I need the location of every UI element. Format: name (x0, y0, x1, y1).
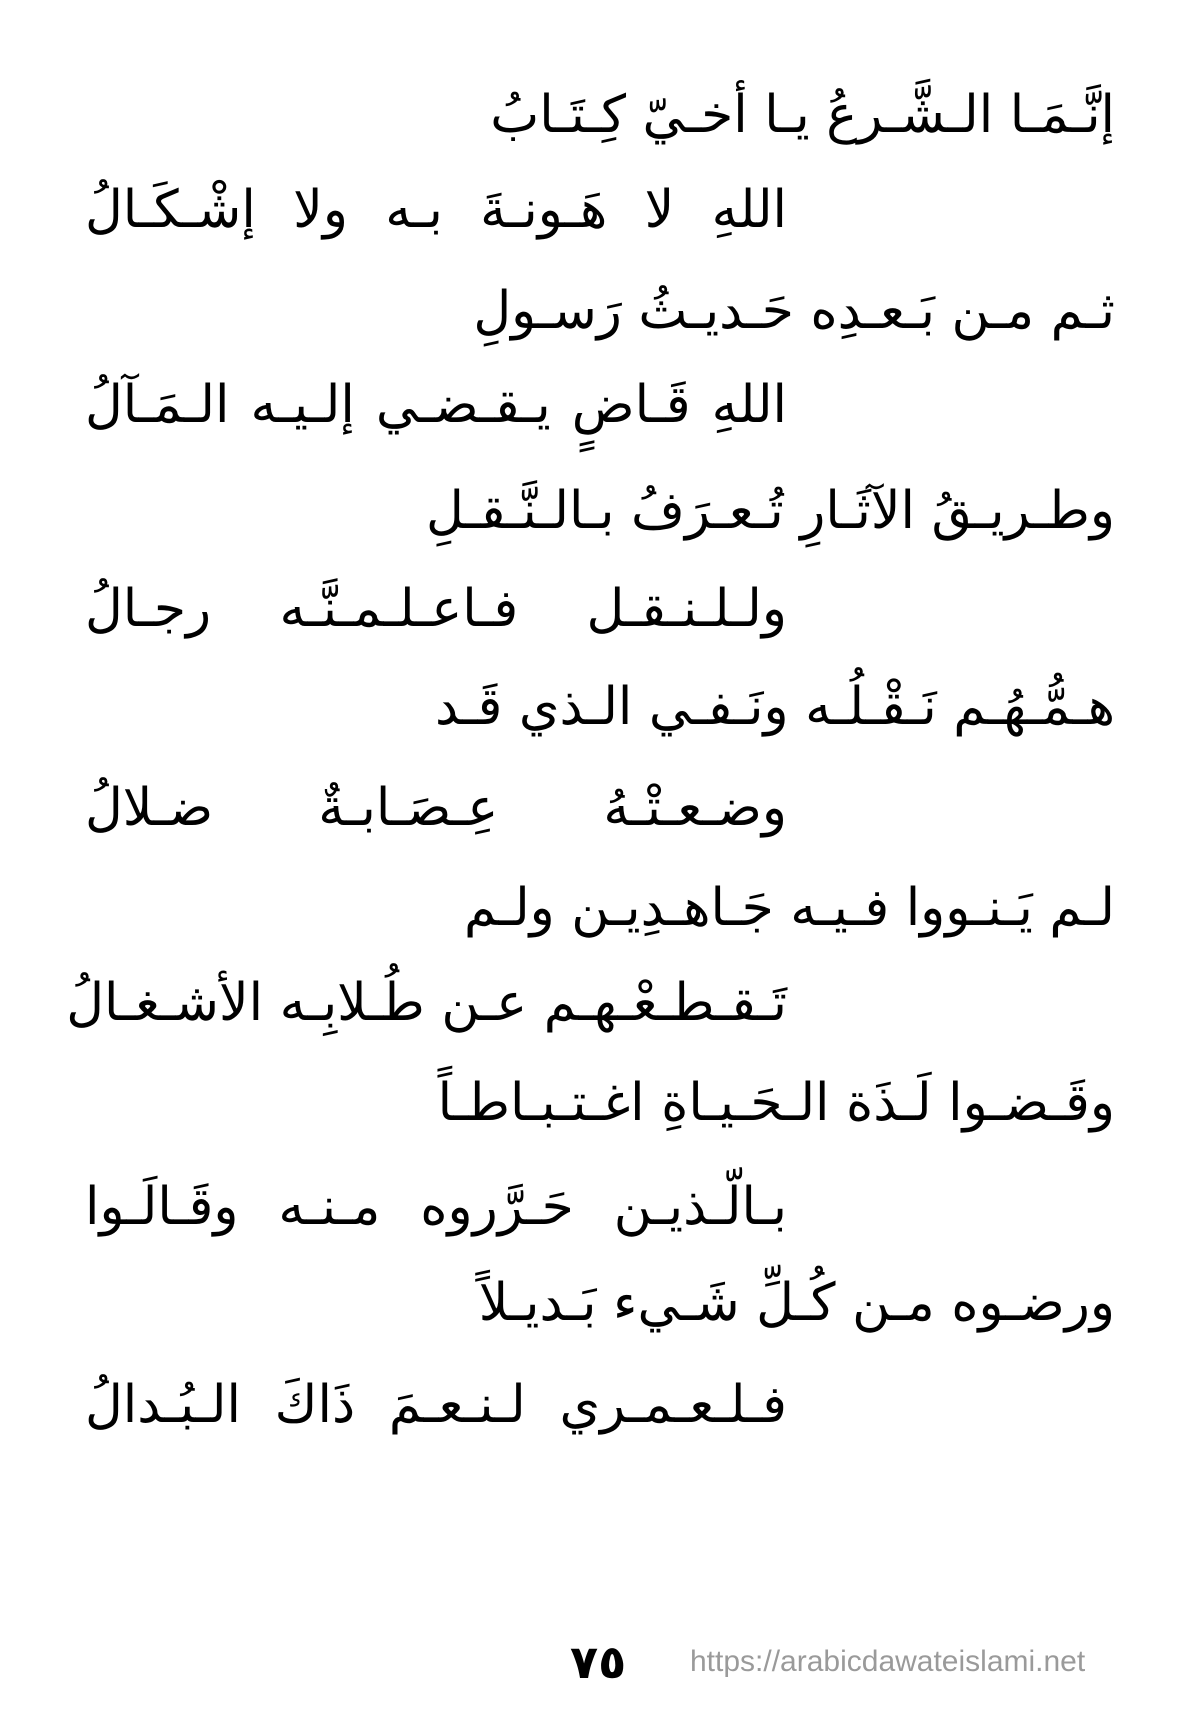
page-number: ٧٥ (570, 1635, 627, 1689)
verse-line-4: اللهِ قَـاضٍ يـقـضـي إلـيـه الـمَـآلُ (85, 375, 787, 435)
verse-line-9: لـم يَـنـووا فـيـه جَـاهـدِيـن ولـم (463, 878, 1115, 938)
verse-line-11: وقَـضـوا لَـذَة الـحَـيـاةِ اغـتـبـاطـاً (437, 1073, 1115, 1133)
verse-line-7: هـمُّـهُـم نَـقْـلُـه ونَـفـي الـذي قَـد (434, 677, 1115, 737)
verse-line-5: وطـريـقُ الآثَـارِ تُـعـرَفُ بـالـنَّـقـلِ (426, 481, 1115, 541)
verse-line-8: وضـعـتْـهُ عِـصَـابـةٌ ضـلالُ (85, 778, 787, 838)
verse-line-14: فـلـعـمـري لـنـعـمَ ذَاكَ الـبُـدالُ (85, 1375, 787, 1435)
verse-line-13: ورضـوه مـن كُـلِّ شَـيء بَـديـلاً (478, 1273, 1115, 1333)
verse-line-12: بـالّـذيـن حَـرَّروه مـنـه وقَـالَـوا (85, 1177, 787, 1237)
watermark-url: https://arabicdawateislami.net (690, 1645, 1086, 1678)
verse-line-1: إنَّـمَـا الـشَّـرعُ يـا أخـيّ كِـتَـابُ (490, 85, 1115, 145)
verse-line-3: ثـم مـن بَـعـدِه حَـديـثُ رَسـولِ (473, 281, 1115, 341)
verse-line-2: اللهِ لا هَـونـةَ بـه ولا إشْـكَـالُ (85, 180, 787, 240)
verse-line-6: ولـلـنـقـل فـاعـلـمـنَّـه رجـالُ (85, 579, 787, 639)
verse-line-10: تَـقـطـعْـهـم عـن طُـلابِـه الأشـغـالُ (66, 973, 787, 1033)
